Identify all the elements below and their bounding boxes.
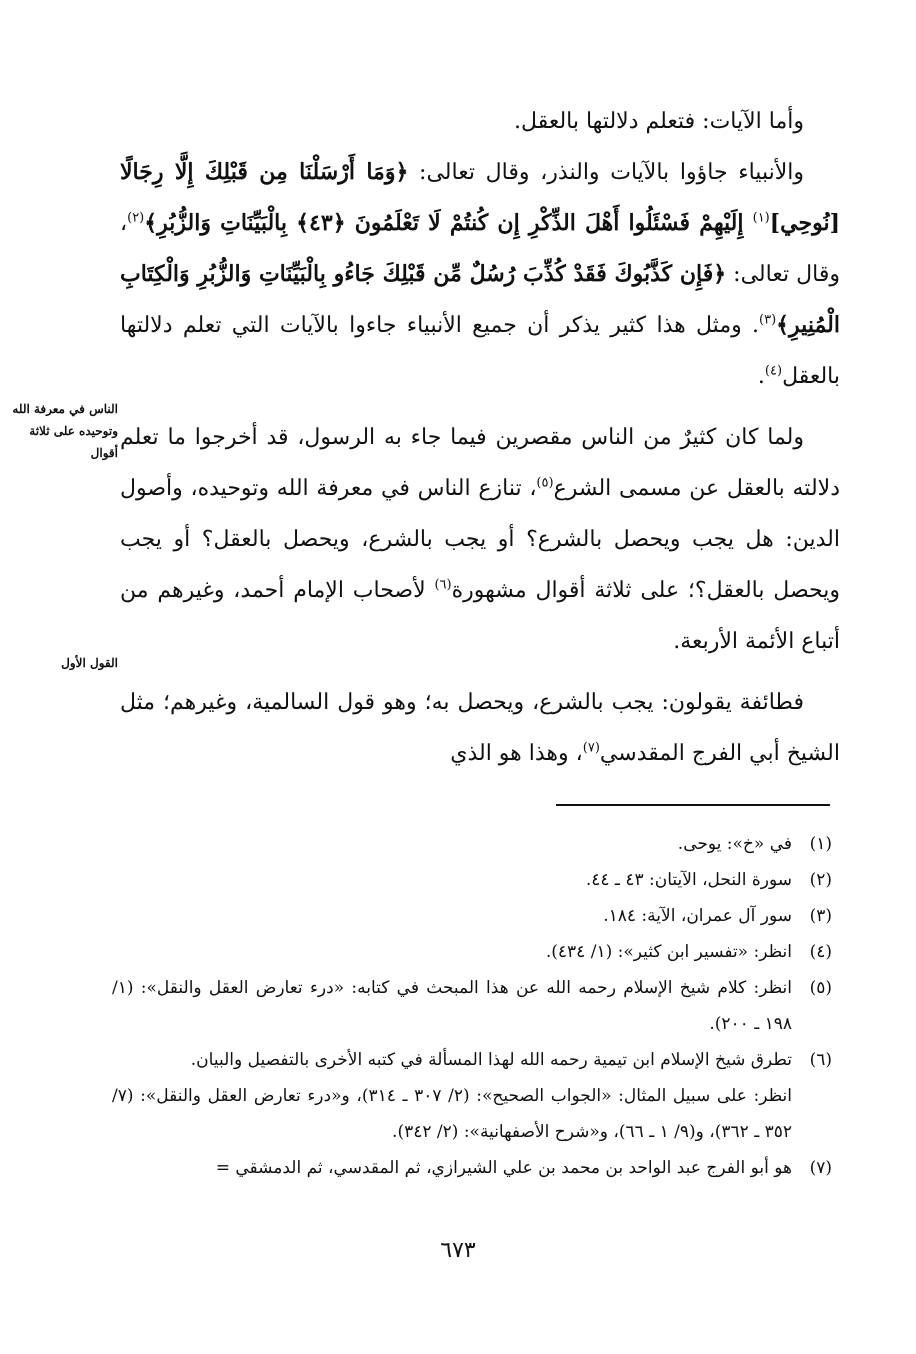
text-segment: وأما الآيات: فتعلم دلالتها بالعقل. [514,109,804,134]
footnote-text: سور آل عمران، الآية: ١٨٤. [603,906,792,926]
footnote-ref[interactable]: (١) [752,210,770,226]
text-segment: ولما كان كثيرٌ من الناس مقصرين فيما جاء به الرسول، قد أخرجوا ما تعلم دلالته بالعقل عن مسمى الشرع [120,425,840,501]
paragraph [120,677,840,779]
footnote-ref[interactable]: (٥) [536,475,554,491]
text-segment: لأصحاب الإمام أحمد، وغيرهم من أتباع الأئمة الأربعة. [120,578,840,654]
text-segment: ، تنازع الناس في معرفة الله وتوحيده، وأصول الدين: هل يجب ويحصل بالشرع؟ أو يجب بالشرع، ويحصل بالعقل؟ أو يجب ويحصل بالعقل؟؛ على ثلاثة أقوال مشهورة [120,476,840,603]
footnote-number: (٥) [809,978,832,998]
footnote-number: (١) [809,834,832,854]
main-text [120,96,840,779]
footnote [112,826,832,862]
paragraph [120,147,840,402]
text-segment: ، وقال تعالى: [120,211,840,287]
margin-note: القول الأول [61,656,118,670]
footnote-number: (٢) [809,870,832,890]
footnote [112,1042,832,1150]
footnote-number: (٧) [809,1158,832,1178]
quran-verse: إِلَيْهِمْ فَسْئَلُوا أَهْلَ الذِّكْرِ إِن كُنتُمْ لَا تَعْلَمُونَ ﴿٤٣﴾ بِالْبَيِّنَاتِ وَالزُّبُرِ﴾ [144,210,753,236]
footnote [112,1150,832,1186]
footnote [112,970,832,1042]
footnote-text: تطرق شيخ الإسلام ابن تيمية رحمه الله لهذا المسألة في كتبه الأخرى بالتفصيل والبيان. [190,1050,792,1070]
footnote-ref[interactable]: (٦) [434,577,452,593]
footnote-ref[interactable]: (٤) [764,363,783,379]
footnote-text: هو أبو الفرج عبد الواحد بن محمد بن علي الشيرازي، ثم المقدسي، ثم الدمشقي = [215,1158,792,1178]
text-segment: ، وهذا هو الذي [450,741,583,766]
footnote-ref[interactable]: (٢) [127,210,145,226]
footnote-text: في «خ»: يوحى. [677,834,792,854]
quran-verse: ﴿وَمَا أَرْسَلْنَا مِن قَبْلِكَ إِلَّا رِجَالًا [نُوحِي] [120,159,840,236]
footnote [112,898,832,934]
text-segment: والأنبياء جاؤوا بالآيات والنذر، وقال تعالى: [408,160,804,185]
footnote-text: سورة النحل، الآيتان: ٤٣ ـ ٤٤. [585,870,792,890]
paragraph [120,96,840,147]
footnote-number: (٣) [809,906,832,926]
footnote [112,862,832,898]
footnotes [112,826,832,1186]
footnote-divider [556,804,830,806]
paragraph [120,412,840,667]
footnote-ref[interactable]: (٧) [582,740,600,756]
text-segment: فطائفة يقولون: يجب بالشرع، ويحصل به؛ وهو قول السالمية، وغيرهم؛ مثل الشيخ أبي الفرج المقدسي [120,690,840,766]
footnote-number: (٦) [809,1050,832,1070]
footnote-ref[interactable]: (٣) [759,312,777,328]
footnote-text: انظر: «تفسير ابن كثير»: (١/ ٤٣٤). [545,942,792,962]
footnote-text: انظر: كلام شيخ الإسلام رحمه الله عن هذا المبحث في كتابه: «درء تعارض العقل والنقل»: (١/ ١٩٨ ـ ٢٠٠). [112,978,792,1034]
text-segment: . [757,364,765,389]
text-segment: . ومثل هذا كثير يذكر أن جميع الأنبياء جاءوا بالآيات التي تعلم دلالتها بالعقل [120,313,840,389]
footnote-number: (٤) [809,942,832,962]
quran-verse: ﴿فَإِن كَذَّبُوكَ فَقَدْ كُذِّبَ رُسُلٌ مِّن قَبْلِكَ جَاءُو بِالْبَيِّنَاتِ وَالزُّبُرِ وَالْكِتَابِ الْمُنِيرِ﴾ [120,261,840,338]
page-number: ٦٧٣ [440,1238,476,1263]
margin-note: الناس في معرفة الله وتوحيده على ثلاثة أقوال [12,402,118,460]
footnote [112,934,832,970]
footnote-text: انظر: على سبيل المثال: «الجواب الصحيح»: (٢/ ٣٠٧ ـ ٣١٤)، و«درء تعارض العقل والنقل»: (٧/ ٣٥٢ ـ ٣٦٢)، و(٩/ ١ ـ ٦٦)، و«شرح الأصفهانية»: (٢/ ٣٤٢). [112,1086,793,1142]
